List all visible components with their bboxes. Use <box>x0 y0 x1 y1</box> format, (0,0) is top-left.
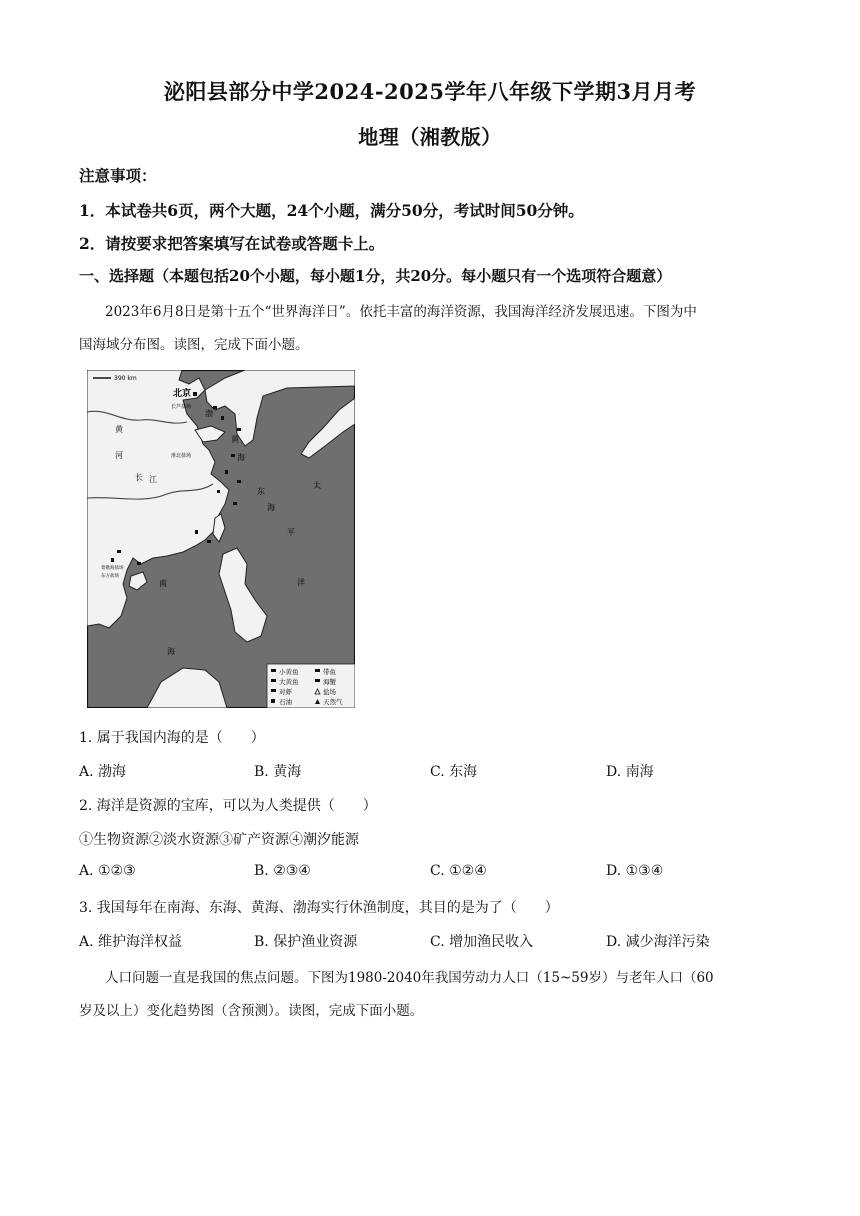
map-label-nanhai-2: 海 <box>167 647 175 656</box>
question-1-option-c[interactable]: C. 东海 <box>430 764 478 780</box>
passage-1-line-1: 2023年6月8日是第十五个“世界海洋日”。依托丰富的海洋资源，我国海洋经济发展迅速。下图为中 <box>105 304 697 320</box>
map-label-donghai-1: 东 <box>257 487 265 496</box>
question-1-option-d[interactable]: D. 南海 <box>606 764 654 780</box>
notes-item-1: 1．本试卷共6页，两个大题，24个小题，满分50分，考试时间50分钟。 <box>79 201 584 220</box>
passage-2-line-1: 人口问题一直是我国的焦点问题。下图为1980-2040年我国劳动力人口（15~59岁）与老年人口（60 <box>105 970 714 986</box>
map-label-dongfang: 东方盐场 <box>101 574 119 579</box>
legend-yanchang: 盐场 <box>323 688 336 696</box>
question-1-option-a[interactable]: A. 渤海 <box>79 764 127 780</box>
legend-haixie: 海蟹 <box>323 678 336 686</box>
legend-daiyu: 带鱼 <box>323 668 336 676</box>
question-1-option-b[interactable]: B. 黄海 <box>254 764 302 780</box>
map-label-huanghai-1: 黄 <box>231 435 239 444</box>
question-2-option-c[interactable]: C. ①②④ <box>430 863 487 879</box>
passage-1-line-2: 国海域分布图。读图，完成下面小题。 <box>79 337 309 353</box>
question-3-stem: 3. 我国每年在南海、东海、黄海、渤海实行休渔制度，其目的是为了（ ） <box>79 900 559 916</box>
map-label-huanghai-2: 海 <box>237 453 245 462</box>
question-2-choices: ①生物资源②淡水资源③矿产资源④潮汐能源 <box>79 832 359 848</box>
map-label-yangtze-1: 长 <box>135 473 143 482</box>
map-label-yinggehai: 莺歌海盐场 <box>101 566 124 571</box>
map-label-huaibei: 淮北盐场 <box>171 453 192 459</box>
map-label-donghai-2: 海 <box>267 503 275 512</box>
notes-item-2: 2．请按要求把答案填写在试卷或答题卡上。 <box>79 234 385 253</box>
question-3-option-c[interactable]: C. 增加渔民收入 <box>430 934 534 950</box>
question-3-option-a[interactable]: A. 维护海洋权益 <box>79 934 183 950</box>
legend-duixia: 对虾 <box>279 688 292 696</box>
question-1-stem: 1. 属于我国内海的是（ ） <box>79 730 265 746</box>
map-label-bohai-1: 渤 <box>205 409 213 418</box>
section-heading: 一、选择题（本题包括20个小题，每小题1分，共20分。每小题只有一个选项符合题意） <box>79 267 672 285</box>
map-label-pacific-2: 平 <box>287 528 295 537</box>
question-3-option-b[interactable]: B. 保护渔业资源 <box>254 934 358 950</box>
notes-heading: 注意事项： <box>79 166 157 185</box>
map-label-yellow-river-2: 河 <box>115 451 123 460</box>
question-2-option-a[interactable]: A. ①②③ <box>79 863 136 879</box>
map-label-nanhai-1: 南 <box>159 579 167 588</box>
passage-2-line-2: 岁及以上）变化趋势图（含预测）。读图，完成下面小题。 <box>79 1003 424 1019</box>
question-2-stem: 2. 海洋是资源的宝库，可以为人类提供（ ） <box>79 798 377 814</box>
exam-subject: 地理（湘教版） <box>358 125 502 149</box>
china-sea-map <box>87 370 355 708</box>
exam-title: 泌阳县部分中学2024-2025学年八年级下学期3月月考 <box>163 79 697 104</box>
legend-shiyou: 石油 <box>279 698 292 706</box>
map-label-yangtze-2: 江 <box>149 475 157 484</box>
question-3-option-d[interactable]: D. 减少海洋污染 <box>606 934 710 950</box>
legend-xiaohuangyu: 小黄鱼 <box>279 668 299 676</box>
legend-daihuangyu: 大黄鱼 <box>279 678 299 686</box>
map-scale-label: 390 km <box>114 375 137 382</box>
question-2-option-b[interactable]: B. ②③④ <box>254 863 311 879</box>
map-label-changlu: 长芦盐场 <box>171 404 192 410</box>
map-label-pacific-1: 太 <box>313 481 321 490</box>
legend-tianranqi: 天然气 <box>323 698 343 706</box>
map-label-beijing: 北京 <box>173 389 192 399</box>
question-2-option-d[interactable]: D. ①③④ <box>606 863 664 879</box>
map-label-yellow-river-1: 黄 <box>115 425 123 434</box>
map-label-pacific-3: 洋 <box>297 578 305 587</box>
